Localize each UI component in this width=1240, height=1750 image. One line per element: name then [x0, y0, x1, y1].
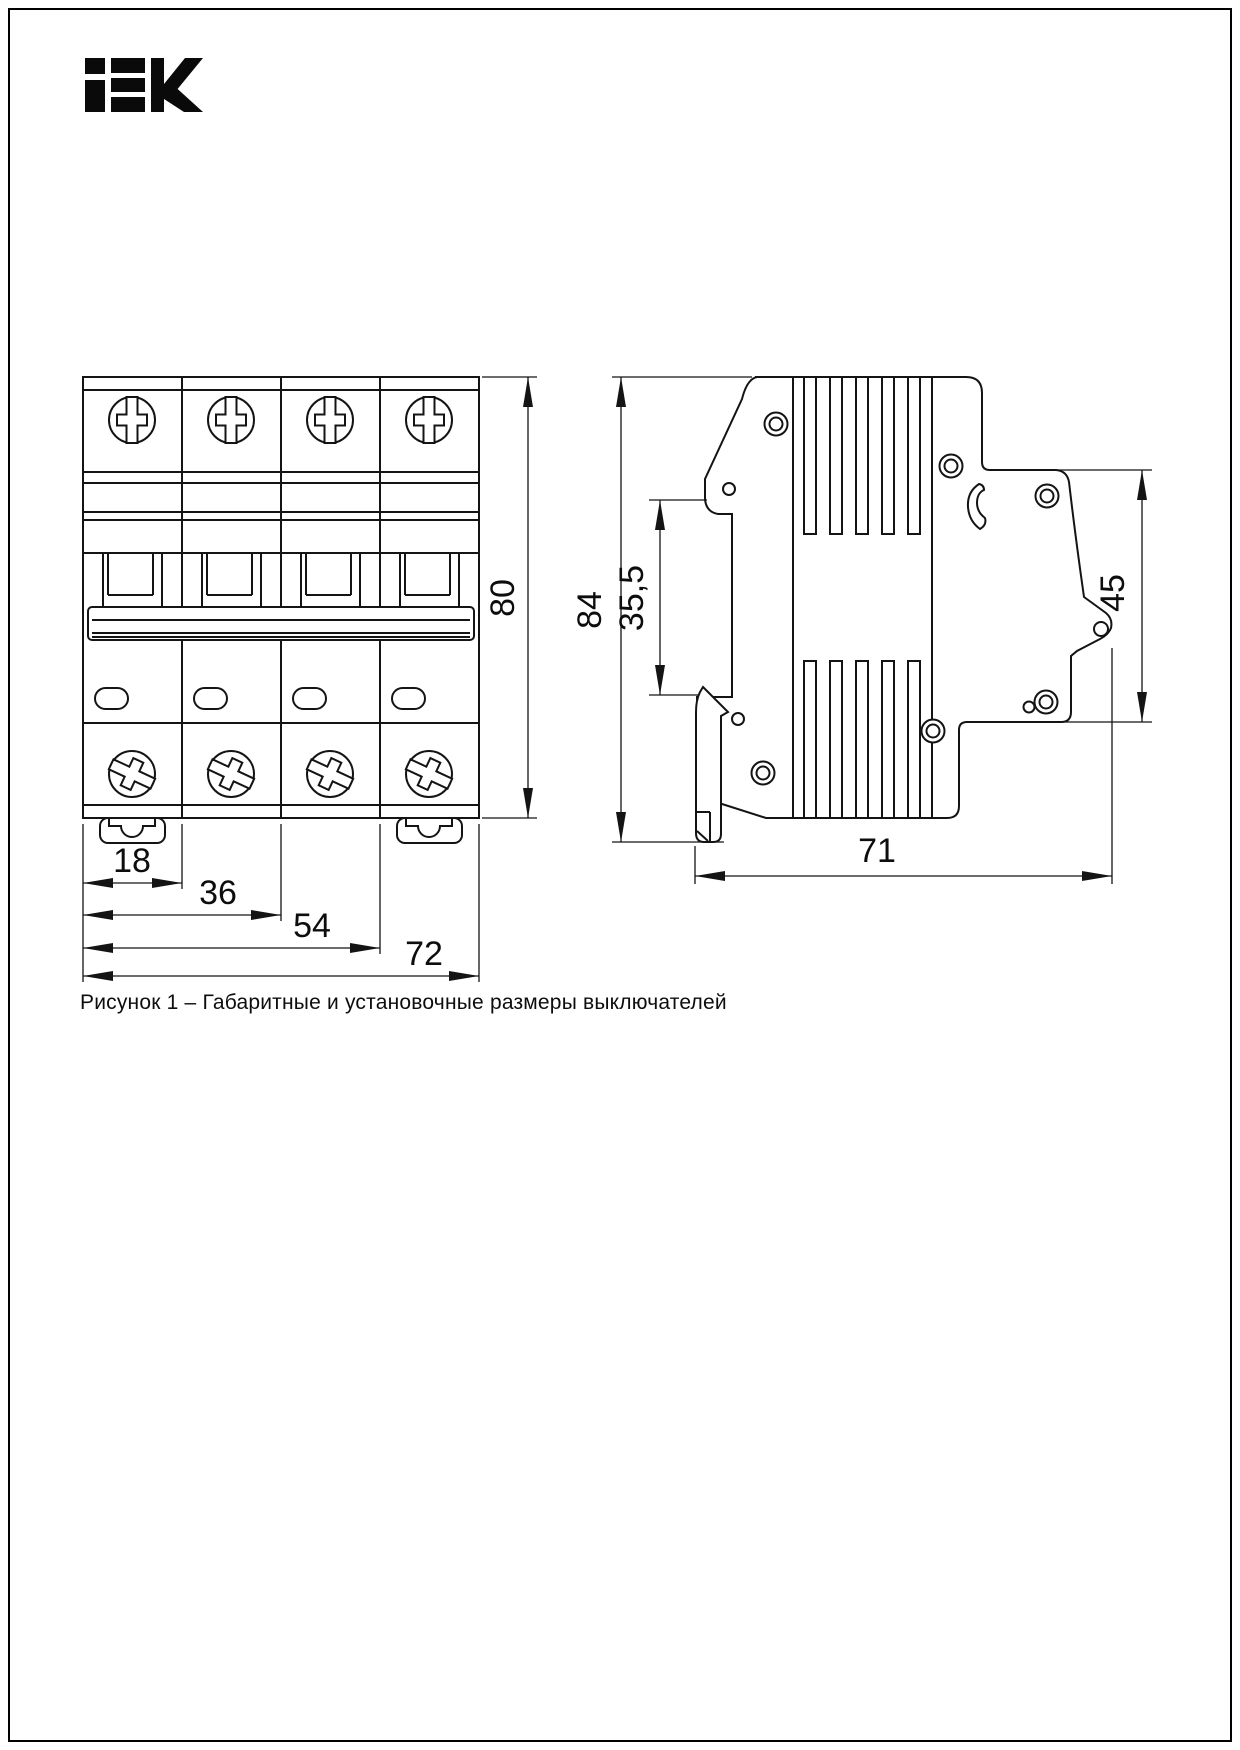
dim-label-80: 80 — [484, 579, 522, 617]
din-clip-left — [100, 818, 165, 843]
dim-label-71: 71 — [858, 832, 896, 870]
rivet-terminal-bottom — [1035, 691, 1058, 714]
iek-logo — [85, 58, 203, 112]
hole-terminal-bottom — [1024, 702, 1035, 713]
dim-label-45: 45 — [1094, 574, 1132, 612]
pivot-hole-upper — [723, 483, 735, 495]
dim-label-18: 18 — [113, 842, 151, 880]
dim-label-54: 54 — [293, 907, 331, 945]
dim-label-72: 72 — [405, 935, 443, 973]
dim-label-84: 84 — [571, 591, 609, 629]
dim-label-36: 36 — [199, 874, 237, 912]
seal-flag-hole — [1094, 622, 1108, 636]
side-view — [696, 377, 1111, 842]
rivet-terminal-top — [1036, 485, 1059, 508]
front-view — [83, 377, 479, 843]
rivet-top-right — [940, 455, 963, 478]
figure-caption: Рисунок 1 – Габаритные и установочные размеры выключателей — [80, 991, 727, 1014]
dim-label-35-5: 35,5 — [613, 564, 651, 632]
din-clip-right — [397, 818, 462, 843]
pivot-hole-lower — [732, 713, 744, 725]
rivet-bottom-left — [752, 762, 775, 785]
rivet-top-left — [765, 413, 788, 436]
rivet-bottom-right — [922, 720, 945, 743]
handle-tie-bar — [88, 607, 474, 640]
